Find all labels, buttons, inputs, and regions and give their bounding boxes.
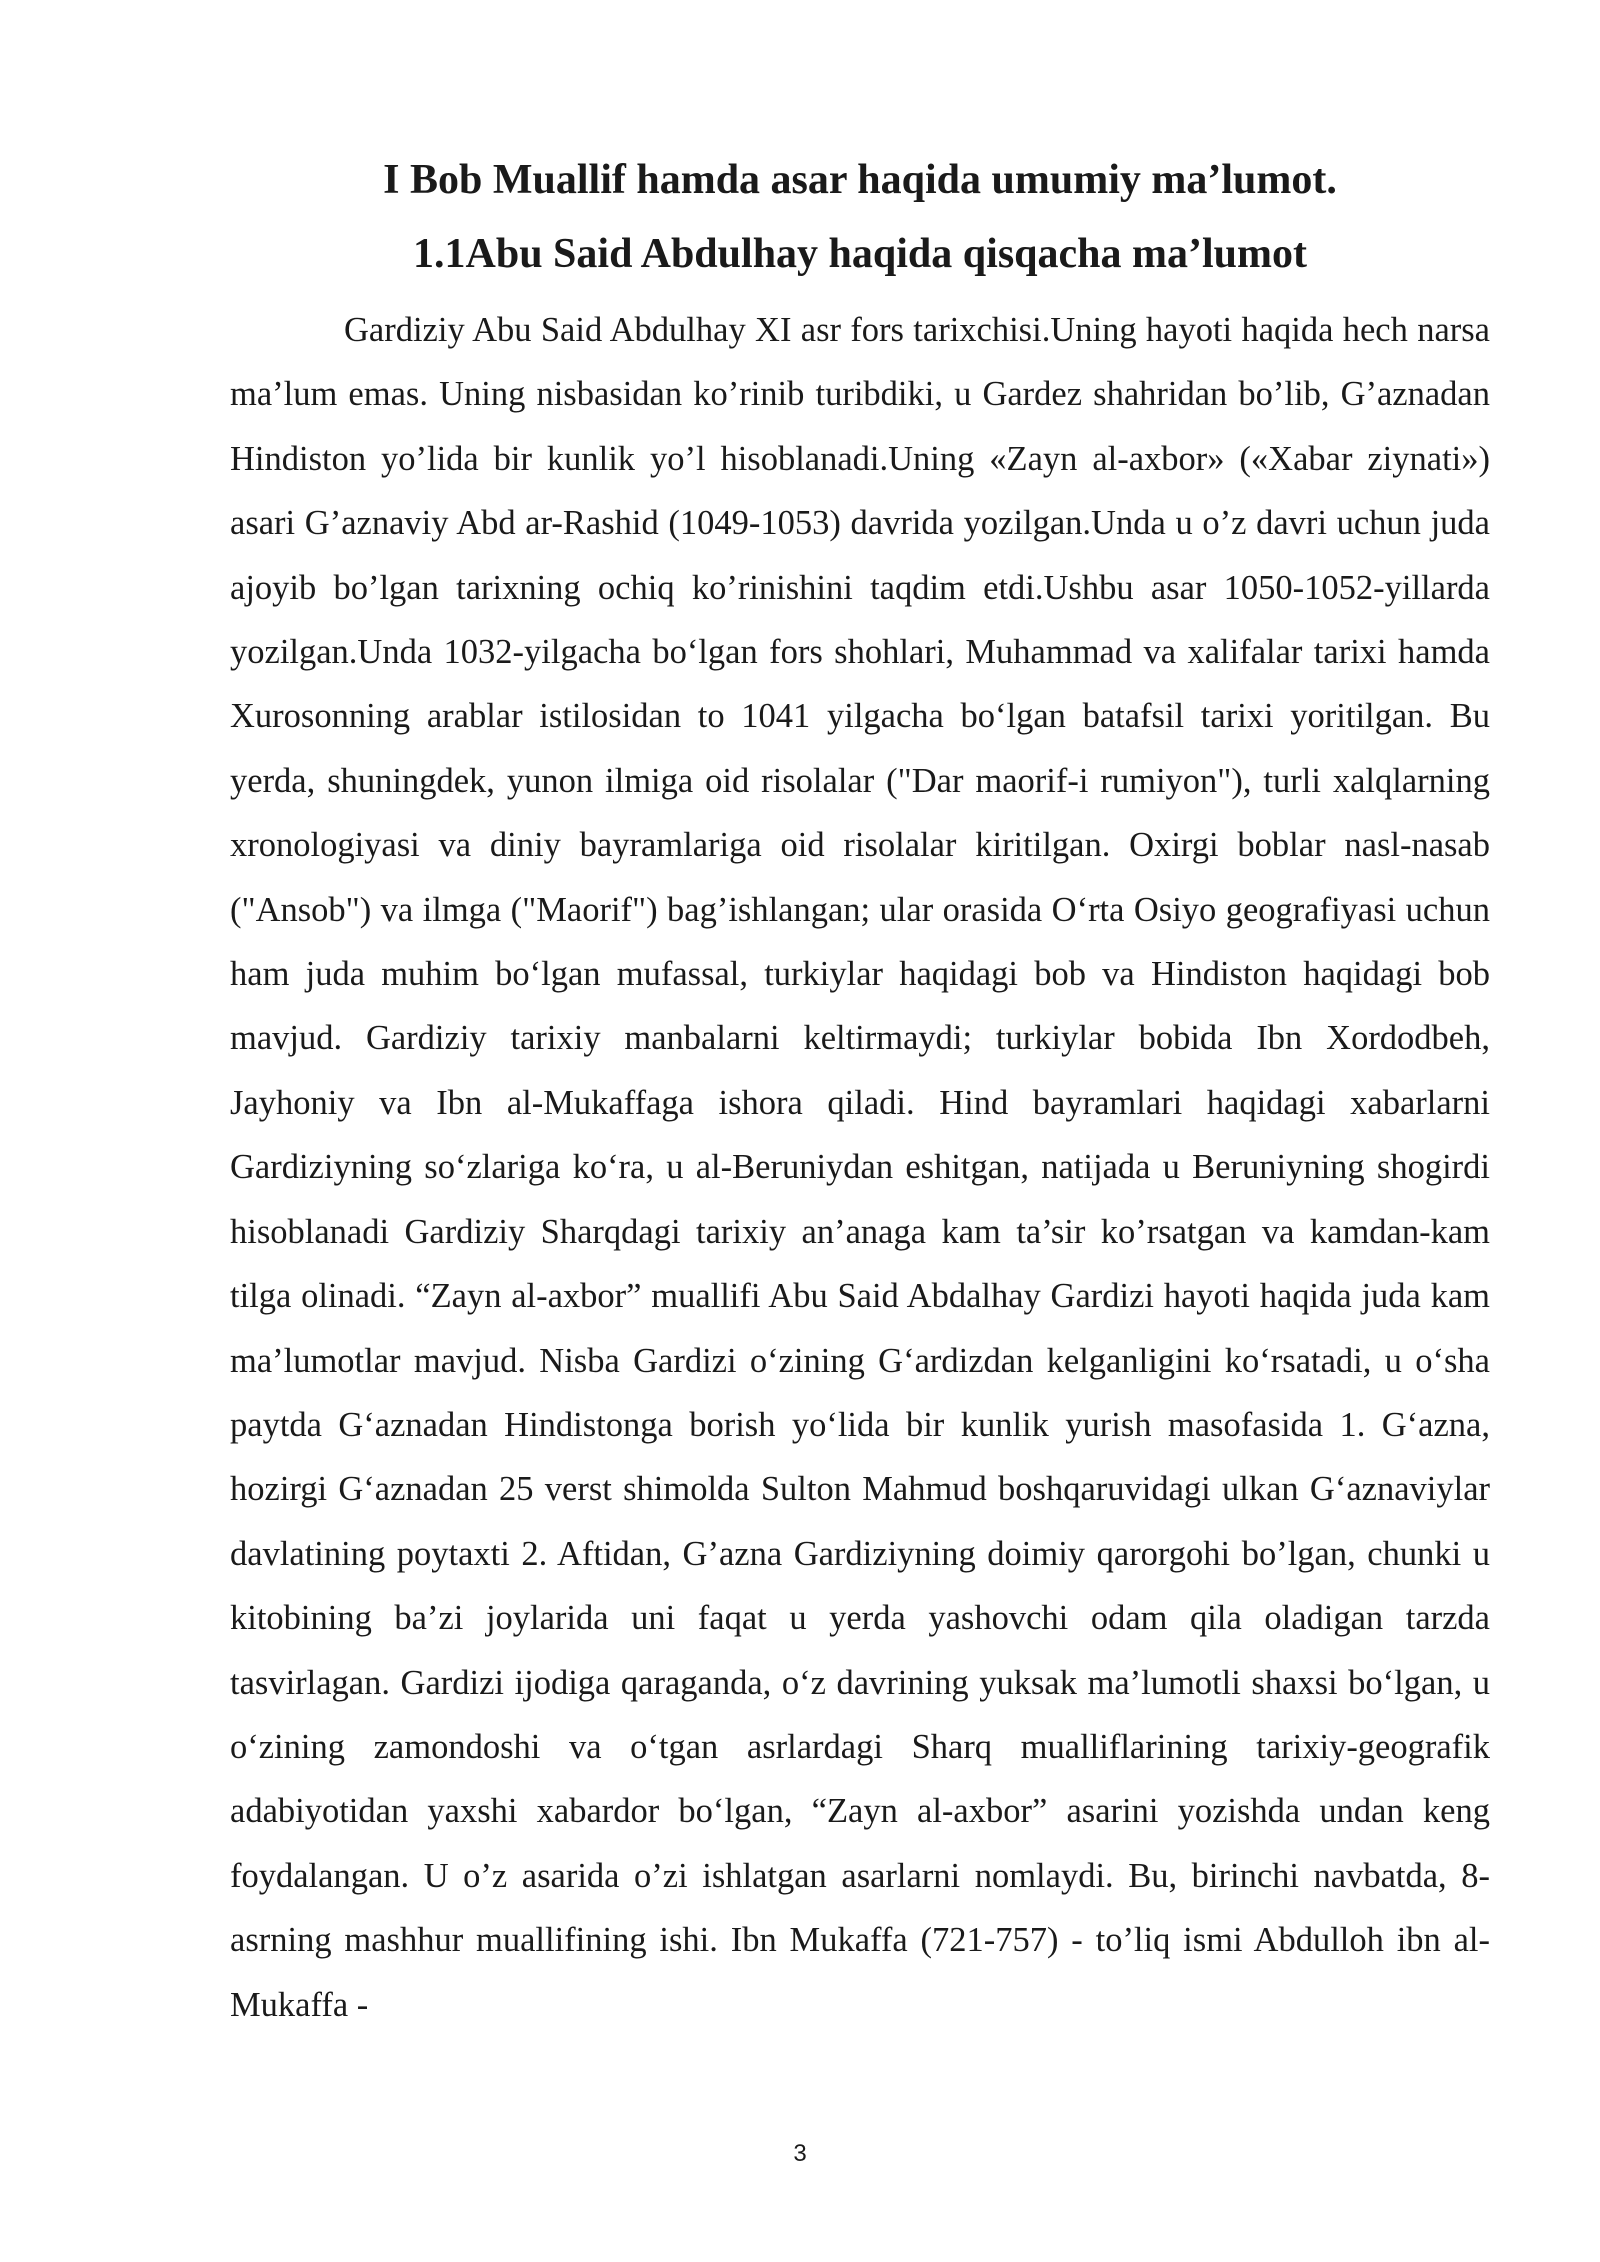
body-paragraph: Gardiziy Abu Said Abdulhay XI asr fors tarixchisi.Uning hayoti haqida hech narsa ma’lum emas. Uning nisbasidan ko’rinib turibdiki, u Gardez shahridan bo’lib, G’aznadan Hindiston yo’lida bir kunlik yo’l hisoblanadi.Uning «Zayn al-axbor» («Xabar ziynati») asari G’aznaviy Abd ar-Rashid (1049-1053) davrida yozilgan.Unda u o’z davri uchun juda ajoyib bo’lgan tarixning ochiq ko’rinishini taqdim etdi.Ushbu asar 1050-1052-yillarda yozilgan.Unda 1032-yilgacha bo‘lgan fors shohlari, Muhammad va xalifalar tarixi hamda Xurosonning arablar istilosidan to 1041 yilgacha bo‘lgan batafsil tarixi yoritilgan. Bu yerda, shuningdek, yunon ilmiga oid risolalar ("Dar maorif-i rumiyon"), turli xalqlarning xronologiyasi va diniy bayramlariga oid risolalar kiritilgan. Oxirgi boblar nasl-nasab ("Ansob") va ilmga ("Maorif") bag’ishlangan; ular orasida O‘rta Osiyo geografiyasi uchun ham juda muhim bo‘lgan mufassal, turkiylar haqidagi bob va Hindiston haqidagi bob mavjud. Gardiziy tarixiy manbalarni keltirmaydi; turkiylar bobida Ibn Xordodbeh, Jayhoniy va Ibn al-Mukaffaga ishora qiladi. Hind bayramlari haqidagi xabarlarni Gardiziyning so‘zlariga ko‘ra, u al-Beruniydan eshitgan, natijada u Beruniyning shogirdi hisoblanadi Gardiziy Sharqdagi tarixiy an’anaga kam ta’sir ko’rsatgan va kamdan-kam tilga olinadi. “Zayn al-axbor” muallifi Abu Said Abdalhay Gardizi hayoti haqida juda kam ma’lumotlar mavjud. Nisba Gardizi o‘zining G‘ardizdan kelganligini ko‘rsatadi, u o‘sha paytda G‘aznadan Hindistonga borish yo‘lida bir kunlik yurish masofasida 1. G‘azna, hozirgi G‘aznadan 25 verst shimolda Sulton Mahmud boshqaruvidagi ulkan G‘aznaviylar davlatining poytaxti 2. Aftidan, G’azna Gardiziyning doimiy qarorgohi bo’lgan, chunki u kitobining ba’zi joylarida uni faqat u yerda yashovchi odam qila oladigan tarzda tasvirlagan. Gardizi ijodiga qaraganda, o‘z davrining yuksak ma’lumotli shaxsi bo‘lgan, u o‘zining zamondoshi va o‘tgan asrlardagi Sharq mualliflarining tarixiy-geografik adabiyotidan yaxshi xabardor bo‘lgan, “Zayn al-axbor” asarini yozishda undan keng foydalangan. U o’z asarida o’zi ishlatgan asarlarni nomlaydi. Bu, birinchi navbatda, 8-asrning mashhur muallifining ishi. Ibn Mukaffa (721-757) - to’liq ismi Abdulloh ibn al-Mukaffa - [230,311,1490,2024]
page-number: 3 [793,2140,807,2167]
chapter-title: I Bob Muallif hamda asar haqida umumiy ma’lumot. [383,157,1337,203]
section-title: 1.1Abu Said Abdulhay haqida qisqacha ma’lumot [413,231,1307,277]
